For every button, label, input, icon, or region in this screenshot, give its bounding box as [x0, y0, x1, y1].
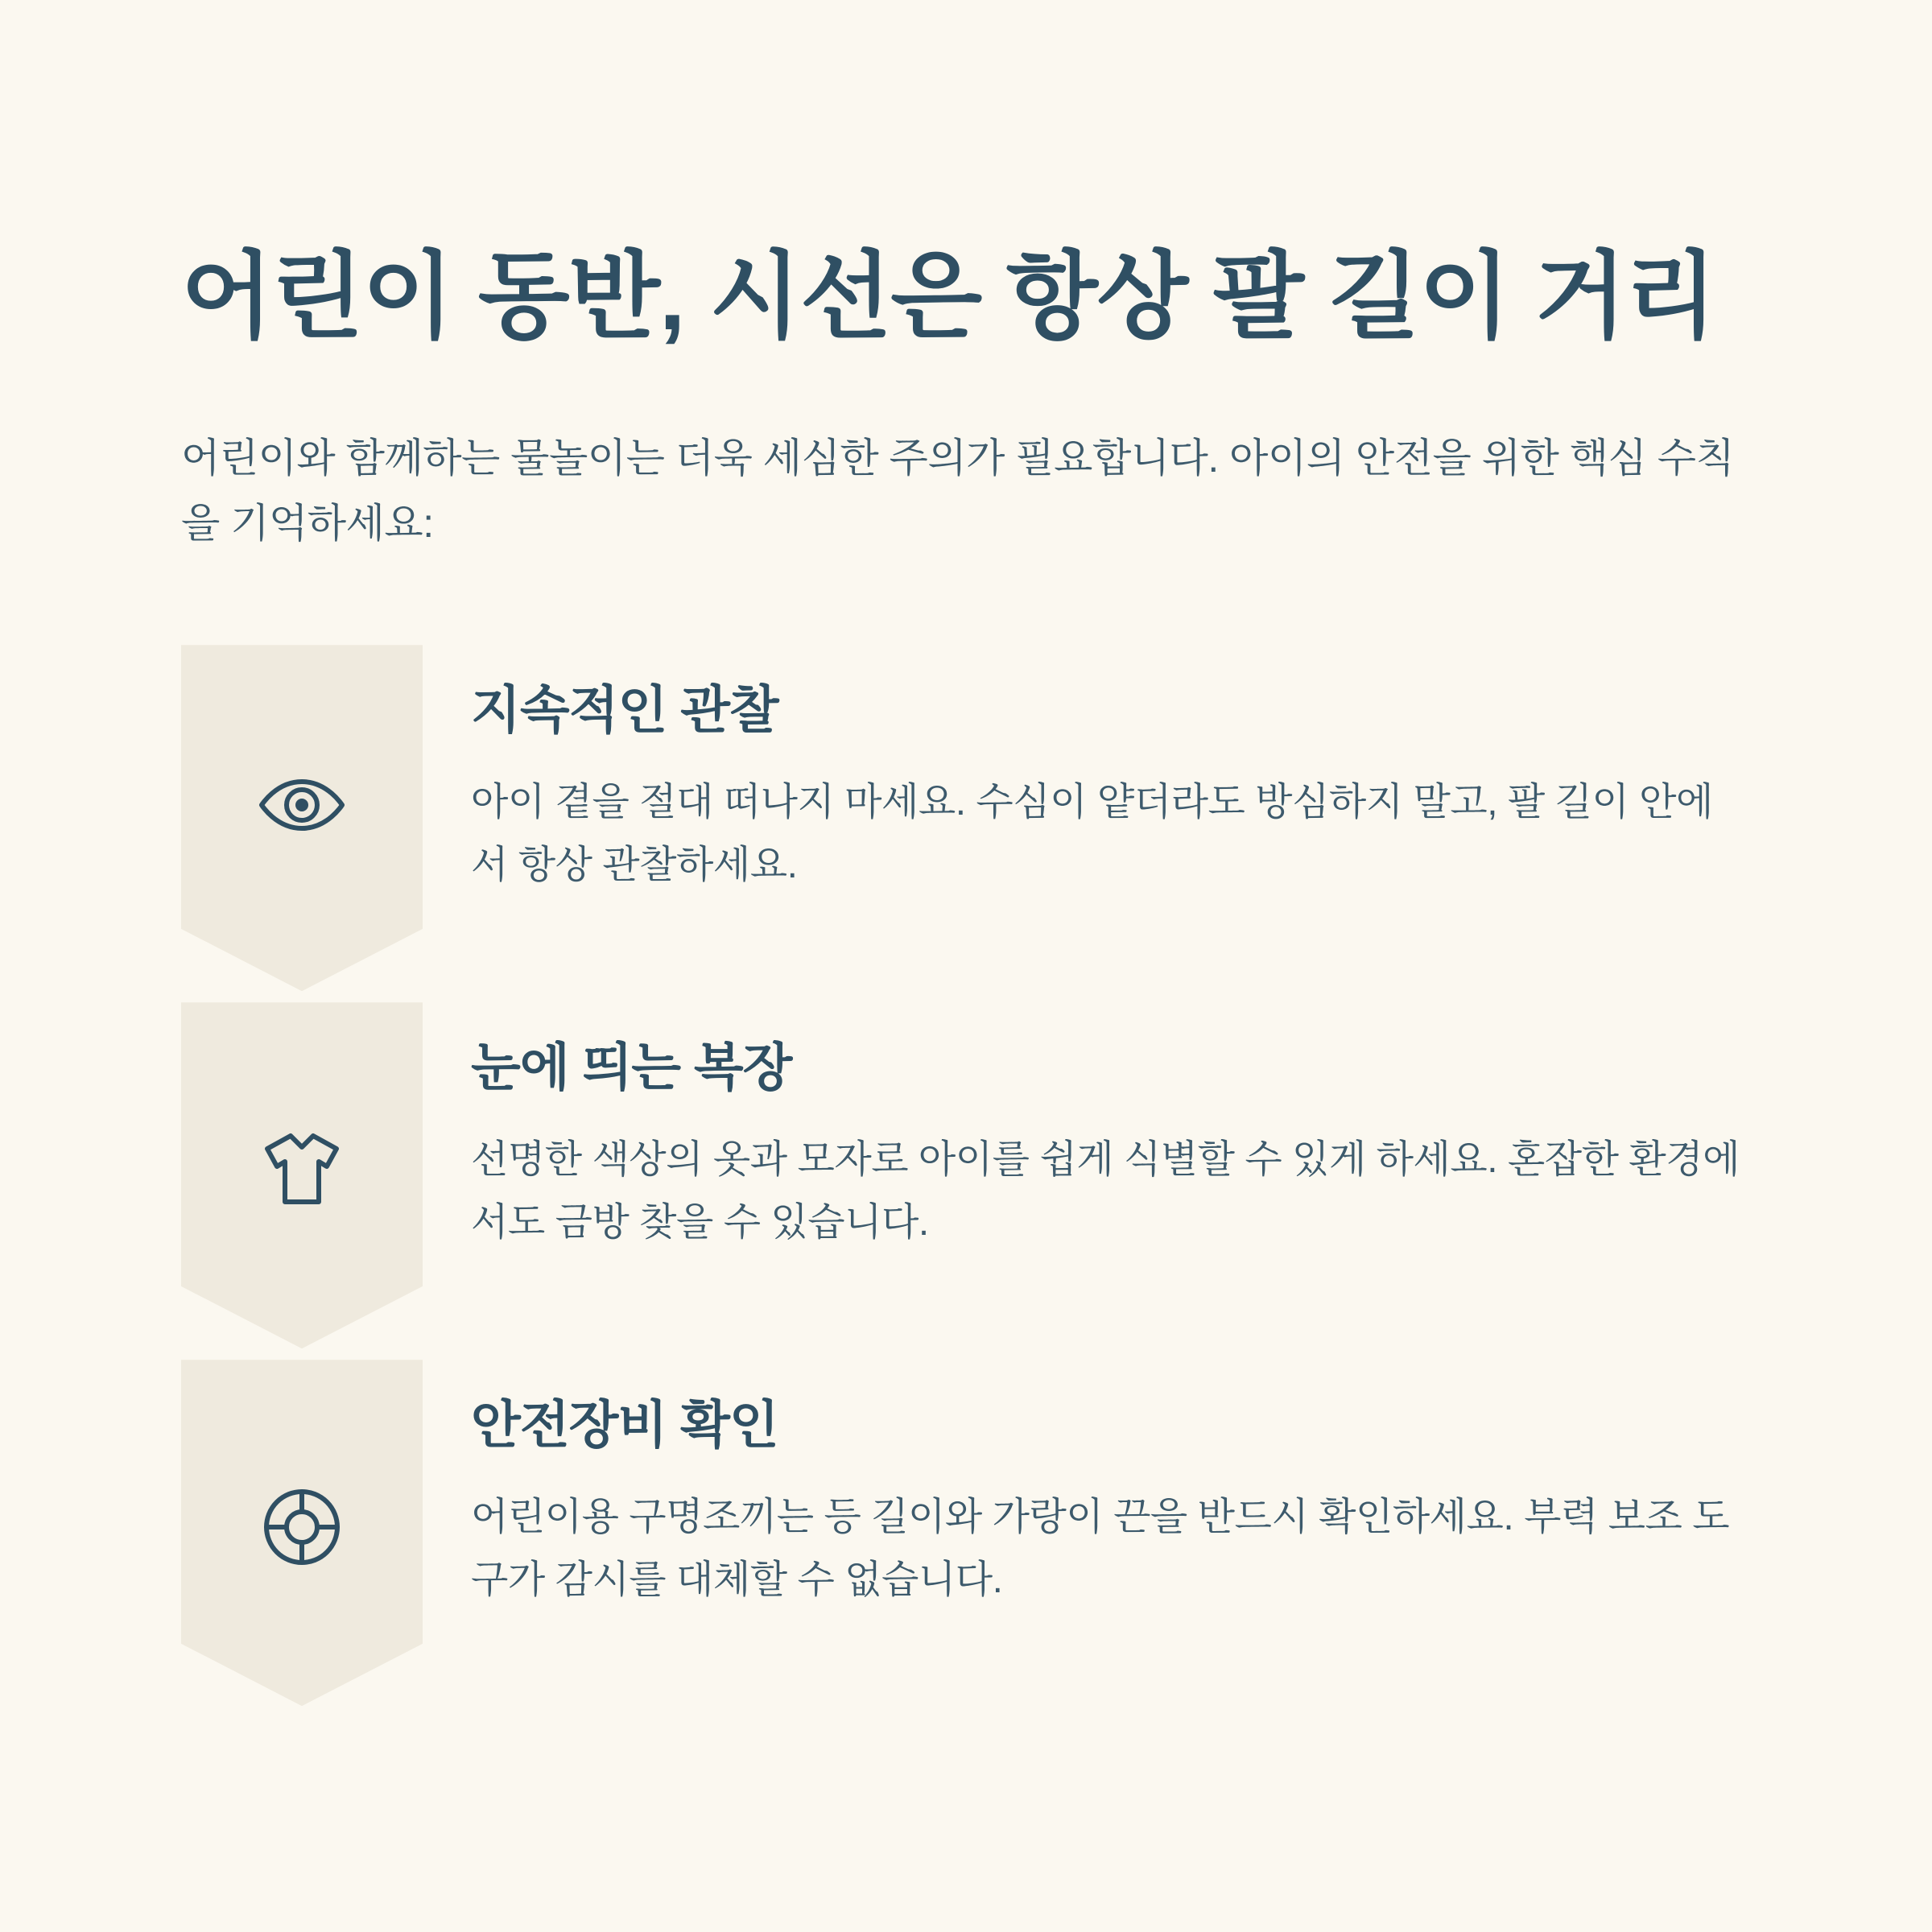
- step-title: 안전장비 확인: [471, 1396, 778, 1455]
- step-content: [423, 1360, 1747, 1612]
- safety-steps-list: [181, 645, 1747, 1706]
- step-title: 지속적인 관찰: [471, 681, 778, 740]
- chevron-badge: [181, 645, 423, 991]
- list-item: [181, 1002, 1747, 1348]
- list-item: [181, 645, 1747, 991]
- life-ring-icon: [181, 1488, 423, 1566]
- page-title: 어린이 동반, 시선은 항상 팔 길이 거리: [181, 244, 1716, 350]
- step-description: 아이 곁을 절대 떠나지 마세요. 수심이 얕더라도 방심하지 말고, 팔 길이 안에서 항상 관찰하세요.: [471, 781, 1713, 887]
- eye-icon: [181, 774, 423, 836]
- chevron-badge: [181, 1360, 423, 1706]
- step-description: 선명한 색상의 옷과 모자로 아이를 쉽게 식별할 수 있게 하세요. 혼잡한 환경에서도 금방 찾을 수 있습니다.: [471, 1138, 1740, 1245]
- tshirt-icon: [181, 1131, 423, 1207]
- intro-paragraph: 어린이와 함께하는 물놀이는 더욱 세심한 주의가 필요합니다. 아이의 안전을 위한 핵심 수칙을 기억하세요:: [181, 436, 1735, 547]
- step-content: [423, 645, 1747, 897]
- list-item: [181, 1360, 1747, 1706]
- step-description: 어린이용 구명조끼는 등 길이와 가랑이 끈을 반드시 확인하세요. 부력 보조 도구가 감시를 대체할 수 없습니다.: [471, 1496, 1730, 1602]
- step-content: [423, 1002, 1747, 1254]
- step-title: 눈에 띄는 복장: [471, 1038, 792, 1097]
- chevron-badge: [181, 1002, 423, 1348]
